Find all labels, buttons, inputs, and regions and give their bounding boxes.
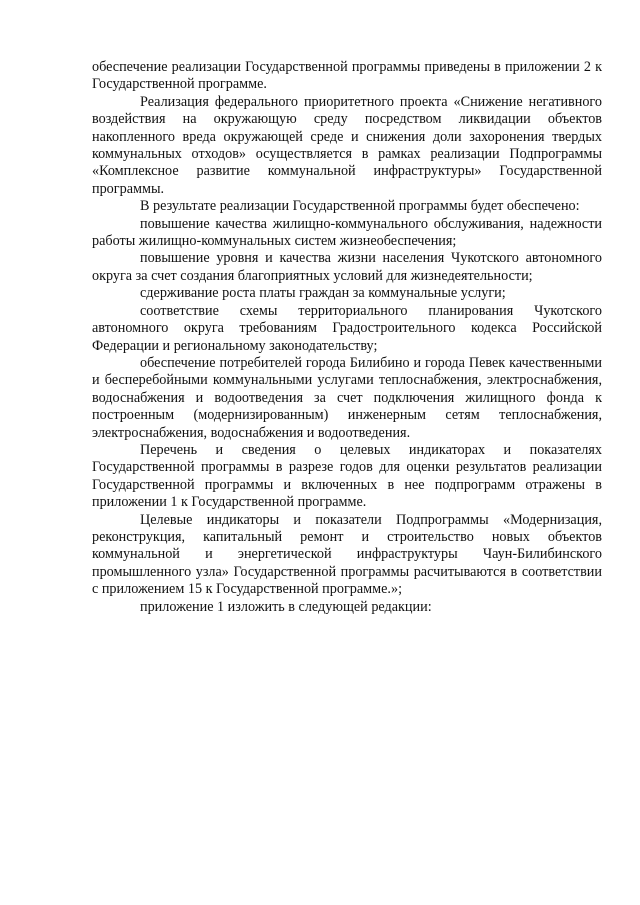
paragraph-results-intro: В результате реализации Государственной программы будет обеспечено: — [140, 198, 580, 215]
paragraph-continuation: обеспечение реализации Государственной программы приведены в приложении 2 к Государственной программе. — [92, 59, 602, 93]
paragraph-result-planning-scheme: соответствие схемы территориального планирования Чукотского автономного округа требованиям Градостроительного кодекса Российской Федерации и региональному законодательству; — [92, 302, 602, 354]
document-body — [92, 59, 602, 616]
paragraph-indicators-list: Перечень и сведения о целевых индикаторах и показателях Государственной программы в разрезе годов для оценки результатов реализации Государственной программы и включенных в нее подпрограмм отражены в приложении 1 к Государственной программе. — [92, 441, 602, 511]
paragraph-result-fee-growth: сдерживание роста платы граждан за коммунальные услуги; — [140, 285, 506, 302]
paragraph-result-service-quality: повышение качества жилищно-коммунального обслуживания, надежности работы жилищно-коммунальных систем жизнеобеспечения; — [92, 215, 602, 250]
paragraph-subprogram-indicators: Целевые индикаторы и показатели Подпрограммы «Модернизация, реконструкция, капитальный ремонт и строительство новых объектов коммунальной и энергетической инфраструктуры Чаун-Билибинского промышленного узла» Государственной программы расчитываются в соответствии с приложением 15 к Государственной программе.»; — [92, 511, 602, 598]
paragraph-result-utilities-supply: обеспечение потребителей города Билибино и города Певек качественными и бесперебойными коммунальными услугами теплоснабжения, электроснабжения, водоснабжения и водоотведения за счет подключения жилищного фонда к построенным (модернизированным) инженерным сетям теплоснабжения, электроснабжения, водоснабжения и водоотведения. — [92, 354, 602, 441]
paragraph-appendix-instruction: приложение 1 изложить в следующей редакции: — [140, 598, 432, 615]
paragraph-federal-project: Реализация федерального приоритетного проекта «Снижение негативного воздействия на окружающую среду посредством ликвидации объектов накопленного вреда окружающей среде и снижения доли захоронения твердых коммунальных отходов» осуществляется в рамках реализации Подпрограммы «Комплексное развитие коммунальной инфраструктуры» Государственной программы. — [92, 93, 602, 197]
paragraph-result-living-standard: повышение уровня и качества жизни населения Чукотского автономного округа за счет создания благоприятных условий для жизнедеятельности; — [92, 250, 602, 284]
